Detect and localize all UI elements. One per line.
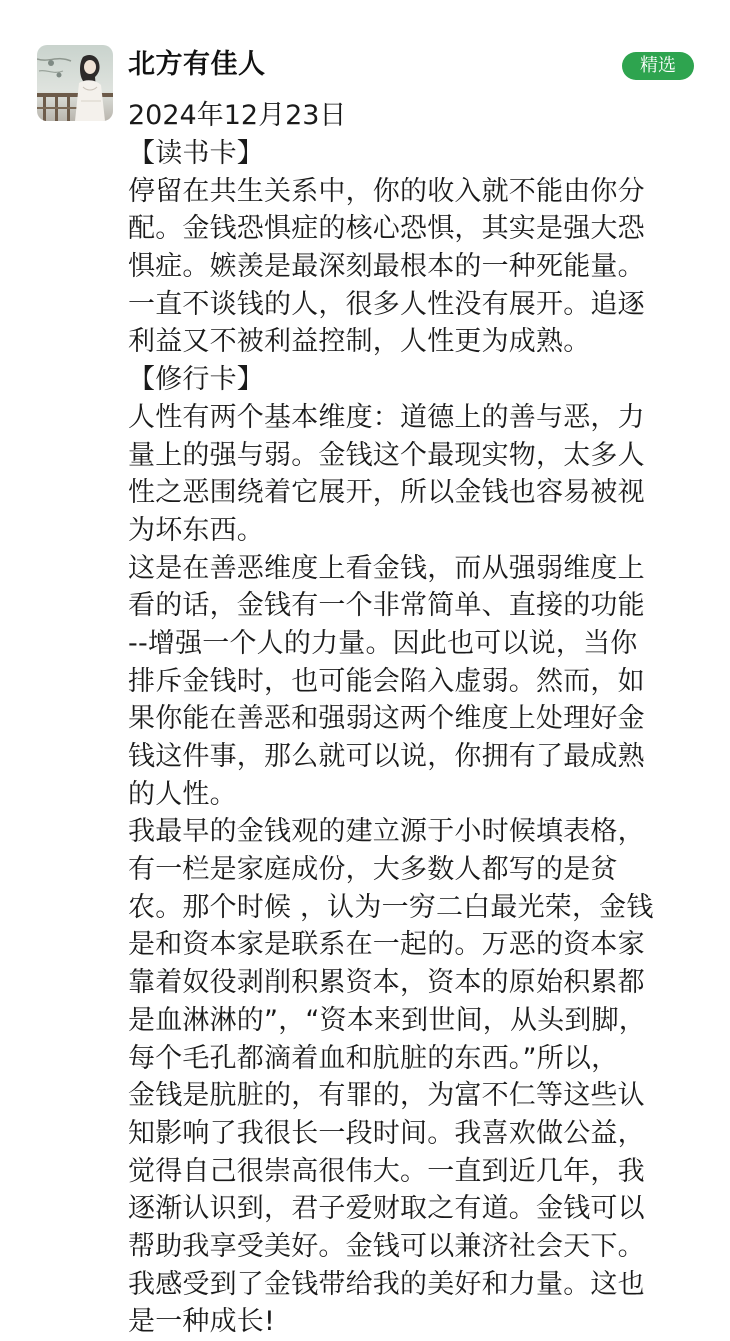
text-line: 排斥金钱时，也可能会陷入虚弱。然而，如 xyxy=(128,665,645,697)
text-line: 停留在共生关系中，你的收入就不能由你分 xyxy=(128,175,645,207)
text-line: 果你能在善恶和强弱这两个维度上处理好金 xyxy=(128,703,645,735)
text-line: 我感受到了金钱带给我的美好和力量。这也 xyxy=(128,1268,645,1300)
text-line: 配。金钱恐惧症的核心恐惧，其实是强大恐 xyxy=(128,213,645,245)
avatar[interactable] xyxy=(37,45,113,121)
text-line: 金钱是肮脏的，有罪的，为富不仁等这些认 xyxy=(128,1080,645,1112)
text-line: 是一种成长! xyxy=(128,1306,276,1338)
post-body xyxy=(128,135,688,1341)
text-line: 钱这件事，那么就可以说，你拥有了最成熟 xyxy=(128,741,645,772)
text-line: 农。那个时候 ，认为一穷二白最光荣，金钱 xyxy=(128,891,654,923)
text-line: 人性有两个基本维度：道德上的善与恶，力 xyxy=(128,401,645,433)
featured-badge: 精选 xyxy=(622,52,694,80)
text-line: 靠着奴役剥削积累资本，资本的原始积累都 xyxy=(128,967,645,999)
text-line: 量上的强与弱。金钱这个最现实物，太多人 xyxy=(128,439,645,471)
author-name[interactable]: 北方有佳人 xyxy=(128,49,266,80)
text-line: 觉得自己很崇高很伟大。一直到近几年，我 xyxy=(128,1155,645,1187)
text-line: 性之恶围绕着它展开，所以金钱也容易被视 xyxy=(128,477,645,509)
avatar-image xyxy=(37,45,113,121)
text-line: --增强一个人的力量。因此也可以说，当你 xyxy=(128,627,638,659)
text-line: 为坏东西。 xyxy=(128,514,264,546)
text-line: 有一栏是家庭成份，大多数人都写的是贫 xyxy=(128,854,618,886)
text-line: 知影响了我很长一段时间。我喜欢做公益， xyxy=(128,1117,645,1149)
text-line: 一直不谈钱的人，很多人性没有展开。追逐 xyxy=(128,288,645,320)
text-line: 我最早的金钱观的建立源于小时候填表格， xyxy=(128,816,645,848)
text-line: 【读书卡】 xyxy=(128,138,264,169)
text-line: 每个毛孔都滴着血和肮脏的东西。”所以， xyxy=(128,1042,619,1074)
text-line: 的人性。 xyxy=(128,778,237,810)
text-line: 是血淋淋的”，“资本来到世间，从头到脚， xyxy=(128,1004,646,1036)
text-line: 帮助我享受美好。金钱可以兼济社会天下。 xyxy=(128,1230,645,1262)
post-date: 2024年12月23日 xyxy=(128,100,347,131)
text-line: 看的话，金钱有一个非常简单、直接的功能 xyxy=(128,590,645,622)
text-line: 惧症。嫉羡是最深刻最根本的一种死能量。 xyxy=(128,251,645,283)
text-line: 【修行卡】 xyxy=(128,364,264,396)
text-line: 是和资本家是联系在一起的。万恶的资本家 xyxy=(128,929,645,961)
text-line: 利益又不被利益控制，人性更为成熟。 xyxy=(128,326,591,358)
text-line: 这是在善恶维度上看金钱，而从强弱维度上 xyxy=(128,552,645,584)
text-line: 逐渐认识到，君子爱财取之有道。金钱可以 xyxy=(128,1193,645,1225)
